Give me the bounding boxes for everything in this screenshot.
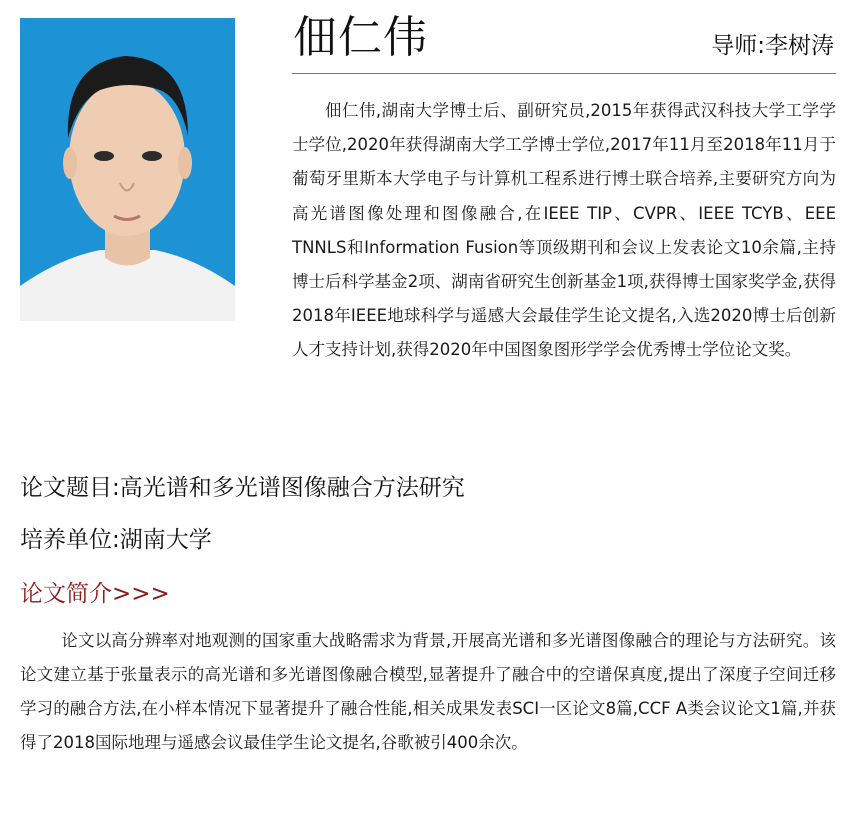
thesis-topic (20, 472, 465, 504)
training-unit (20, 524, 212, 556)
advisor-name: 李树涛 (765, 33, 834, 59)
training-unit-value: 湖南大学 (119, 527, 212, 553)
advisor-line (711, 30, 834, 62)
person-name: 佃仁伟 (293, 12, 428, 63)
summary-heading: 论文简介>>> (20, 581, 170, 607)
thesis-topic-label: 论文题目: (20, 475, 120, 501)
bio-paragraph: 佃仁伟,湖南大学博士后、副研究员,2015年获得武汉科技大学工学学士学位,2020年获得湖南大学工学博士学位,2017年11月至2018年11月于葡萄牙里斯本大学电子与计算机工程系进行博士联合培养,主要研究方向为高光谱图像处理和图像融合,在IEEE TIP、CVPR、IEEE TCYB、EEE TNNLS和Information Fusion等顶级期刊和会议上发表论文10余篇,主持博士后科学基金2项、湖南省研究生创新基金1项,获得博士国家奖学金,获得2018年IEEE地球科学与遥感大会最佳学生论文提名,入选2020博士后创新人才支持计划,获得2020年中国图象图形学学会优秀博士学位论文奖。 (292, 101, 836, 360)
advisor-label: 导师: (711, 33, 765, 59)
summary-paragraph: 论文以高分辨率对地观测的国家重大战略需求为背景,开展高光谱和多光谱图像融合的理论与方法研究。该论文建立基于张量表示的高光谱和多光谱图像融合模型,显著提升了融合中的空谱保真度,提出了深度子空间迁移学习的融合方法,在小样本情况下显著提升了融合性能,相关成果发表SCI一区论文8篇,CCF A类会议论文1篇,并获得了2018国际地理与遥感会议最佳学生论文提名,谷歌被引400余次。 (20, 631, 836, 752)
header-divider (292, 73, 836, 74)
thesis-topic-value: 高光谱和多光谱图像融合方法研究 (119, 475, 465, 501)
profile-photo (20, 18, 235, 321)
training-unit-label: 培养单位: (20, 527, 120, 553)
